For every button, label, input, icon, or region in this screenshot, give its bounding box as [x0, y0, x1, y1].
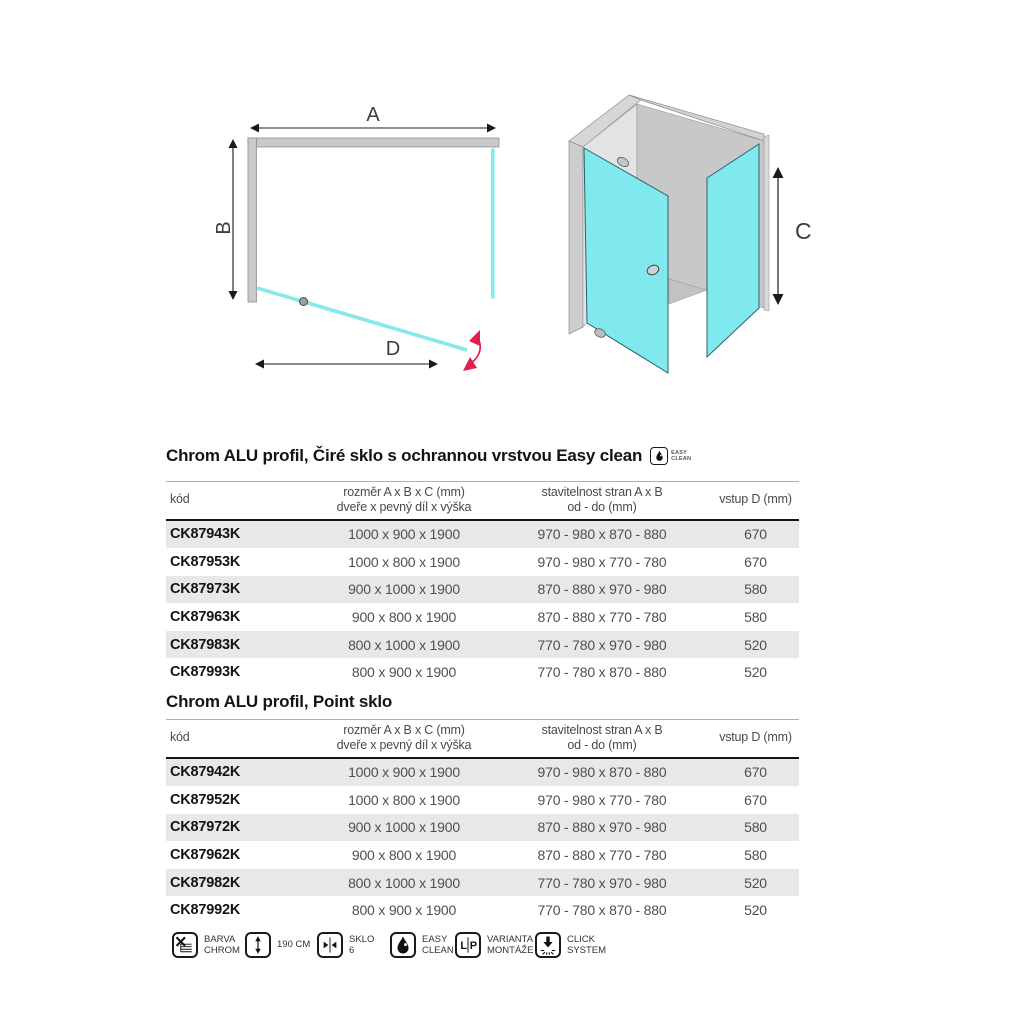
table-row — [166, 814, 799, 842]
plan-wall-top — [248, 138, 499, 147]
badge-label: SKLO 6 — [349, 933, 375, 956]
glass-thickness-icon — [317, 932, 343, 958]
section2-title: Chrom ALU profil, Point sklo — [166, 692, 393, 711]
iso-wall-left-outer-edge — [569, 141, 583, 334]
table-row — [166, 869, 799, 897]
col-header-entry: vstup D (mm) — [712, 482, 799, 520]
click-system-icon — [535, 932, 561, 958]
col-header-size: rozměr A x B x C (mm) dveře x pevný díl x výška — [316, 720, 492, 758]
mount-variant-icon — [455, 932, 481, 958]
cell-size: 800 x 1000 x 1900 — [348, 874, 460, 891]
col-header-range: stavitelnost stran A x B od - do (mm) — [492, 482, 712, 520]
profile-color-icon — [172, 932, 198, 958]
easy-clean-icon — [650, 447, 668, 465]
dim-arrow-b — [229, 139, 238, 300]
easy-clean-icon — [390, 932, 416, 958]
plan-view — [213, 104, 499, 371]
table-row — [166, 603, 799, 631]
plan-door-handle — [300, 298, 308, 306]
glyph-l: L — [460, 940, 468, 953]
cell-range: 770 - 780 x 970 - 980 — [537, 874, 667, 891]
cell-size: 800 x 1000 x 1900 — [348, 636, 460, 653]
cell-size: 800 x 900 x 1900 — [351, 664, 457, 681]
easy-clean-badge-label: EASY CLEAN — [671, 449, 692, 462]
cell-entry: 580 — [744, 609, 767, 626]
section1-title: Chrom ALU profil, Čiré sklo s ochrannou vrstvou Easy clean — [166, 446, 643, 465]
section2-title-row — [166, 692, 392, 712]
cell-code: CK87983K — [170, 636, 241, 653]
cell-entry: 520 — [744, 874, 767, 891]
badge-label: CLICK SYSTEM — [567, 933, 607, 956]
cell-code: CK87973K — [170, 581, 241, 598]
cell-range: 870 - 880 x 770 - 780 — [537, 609, 667, 626]
table-row — [166, 896, 799, 924]
col-header-code: kód — [166, 720, 316, 758]
plan-wall-left — [248, 138, 257, 302]
col-header-range: stavitelnost stran A x B od - do (mm) — [492, 720, 712, 758]
cell-range: 770 - 780 x 870 - 880 — [537, 664, 667, 681]
iso-glass-fixed-panel — [707, 144, 759, 357]
cell-size: 800 x 900 x 1900 — [351, 902, 457, 919]
table-header-row — [166, 482, 799, 520]
badge-click-system — [535, 931, 606, 959]
cell-code: CK87943K — [170, 526, 241, 543]
cell-entry: 520 — [744, 636, 767, 653]
cell-range: 970 - 980 x 770 - 780 — [537, 791, 667, 808]
table-row — [166, 758, 799, 787]
cell-code: CK87952K — [170, 791, 241, 808]
plan-glass-door — [257, 288, 467, 350]
technical-diagrams — [0, 0, 1024, 430]
badge-label: EASY CLEAN — [422, 933, 454, 956]
cell-code: CK87992K — [170, 902, 241, 919]
badge-varianta-montaze — [455, 931, 533, 959]
badge-label: VARIANTA MONTÁŽE — [487, 933, 534, 956]
dim-label-b: B — [213, 221, 235, 235]
col-header-entry: vstup D (mm) — [712, 720, 799, 758]
cell-range: 870 - 880 x 970 - 980 — [537, 819, 667, 836]
cell-range: 770 - 780 x 870 - 880 — [537, 902, 667, 919]
cell-range: 870 - 880 x 770 - 780 — [537, 847, 667, 864]
glyph-p: P — [469, 940, 478, 953]
section1-title-row — [166, 446, 691, 466]
cell-size: 900 x 800 x 1900 — [351, 847, 457, 864]
badge-height — [245, 931, 310, 959]
col-header-code: kód — [166, 482, 316, 520]
cell-code: CK87963K — [170, 609, 241, 626]
badge-barva-chrom — [172, 931, 240, 959]
cell-code: CK87982K — [170, 874, 241, 891]
height-icon — [245, 932, 271, 958]
table-row — [166, 631, 799, 659]
cell-code: CK87972K — [170, 819, 241, 836]
spec-table-point — [166, 719, 799, 924]
cell-entry: 670 — [744, 553, 767, 570]
cell-code: CK87953K — [170, 553, 241, 570]
feature-badges-row — [0, 931, 1024, 961]
cell-size: 900 x 800 x 1900 — [351, 609, 457, 626]
iso-wall-right-outer-edge — [764, 135, 769, 311]
easy-clean-badge — [650, 447, 691, 465]
plan-glass-fixed-panel — [491, 149, 495, 299]
cell-entry: 670 — [744, 791, 767, 808]
table-row — [166, 841, 799, 869]
dim-arrow-d — [255, 360, 438, 369]
table-row — [166, 786, 799, 814]
table-row — [166, 658, 799, 686]
cell-entry: 670 — [744, 526, 767, 543]
cell-entry: 580 — [744, 819, 767, 836]
table-header-row — [166, 720, 799, 758]
badge-label: BARVA CHROM — [204, 933, 240, 956]
cell-code: CK87962K — [170, 847, 241, 864]
cell-size: 1000 x 900 x 1900 — [348, 764, 460, 781]
table-row — [166, 520, 799, 549]
cell-size: 900 x 1000 x 1900 — [348, 581, 460, 598]
cell-size: 1000 x 900 x 1900 — [348, 526, 460, 543]
iso-view — [569, 95, 812, 373]
col-header-size: rozměr A x B x C (mm) dveře x pevný díl x výška — [316, 482, 492, 520]
cell-range: 970 - 980 x 770 - 780 — [537, 553, 667, 570]
cell-size: 900 x 1000 x 1900 — [348, 819, 460, 836]
cell-entry: 580 — [744, 847, 767, 864]
dim-arrow-c — [773, 167, 784, 305]
cell-range: 870 - 880 x 970 - 980 — [537, 581, 667, 598]
cell-range: 770 - 780 x 970 - 980 — [537, 636, 667, 653]
dim-label-d: D — [385, 338, 401, 360]
table-row — [166, 548, 799, 576]
cell-entry: 580 — [744, 581, 767, 598]
cell-size: 1000 x 800 x 1900 — [348, 553, 460, 570]
cell-size: 1000 x 800 x 1900 — [348, 791, 460, 808]
cell-range: 970 - 980 x 870 - 880 — [537, 764, 667, 781]
badge-sklo — [317, 931, 374, 959]
cell-entry: 670 — [744, 764, 767, 781]
badge-easy-clean — [390, 931, 454, 959]
cell-entry: 520 — [744, 902, 767, 919]
dim-label-a: A — [366, 104, 380, 126]
table-row — [166, 576, 799, 604]
spec-table-easy-clean — [166, 481, 799, 686]
badge-label: 190 CM — [277, 939, 311, 951]
cell-code: CK87942K — [170, 764, 241, 781]
cell-range: 970 - 980 x 870 - 880 — [537, 526, 667, 543]
cell-code: CK87993K — [170, 664, 241, 681]
cell-entry: 520 — [744, 664, 767, 681]
dim-label-c: C — [795, 218, 812, 244]
